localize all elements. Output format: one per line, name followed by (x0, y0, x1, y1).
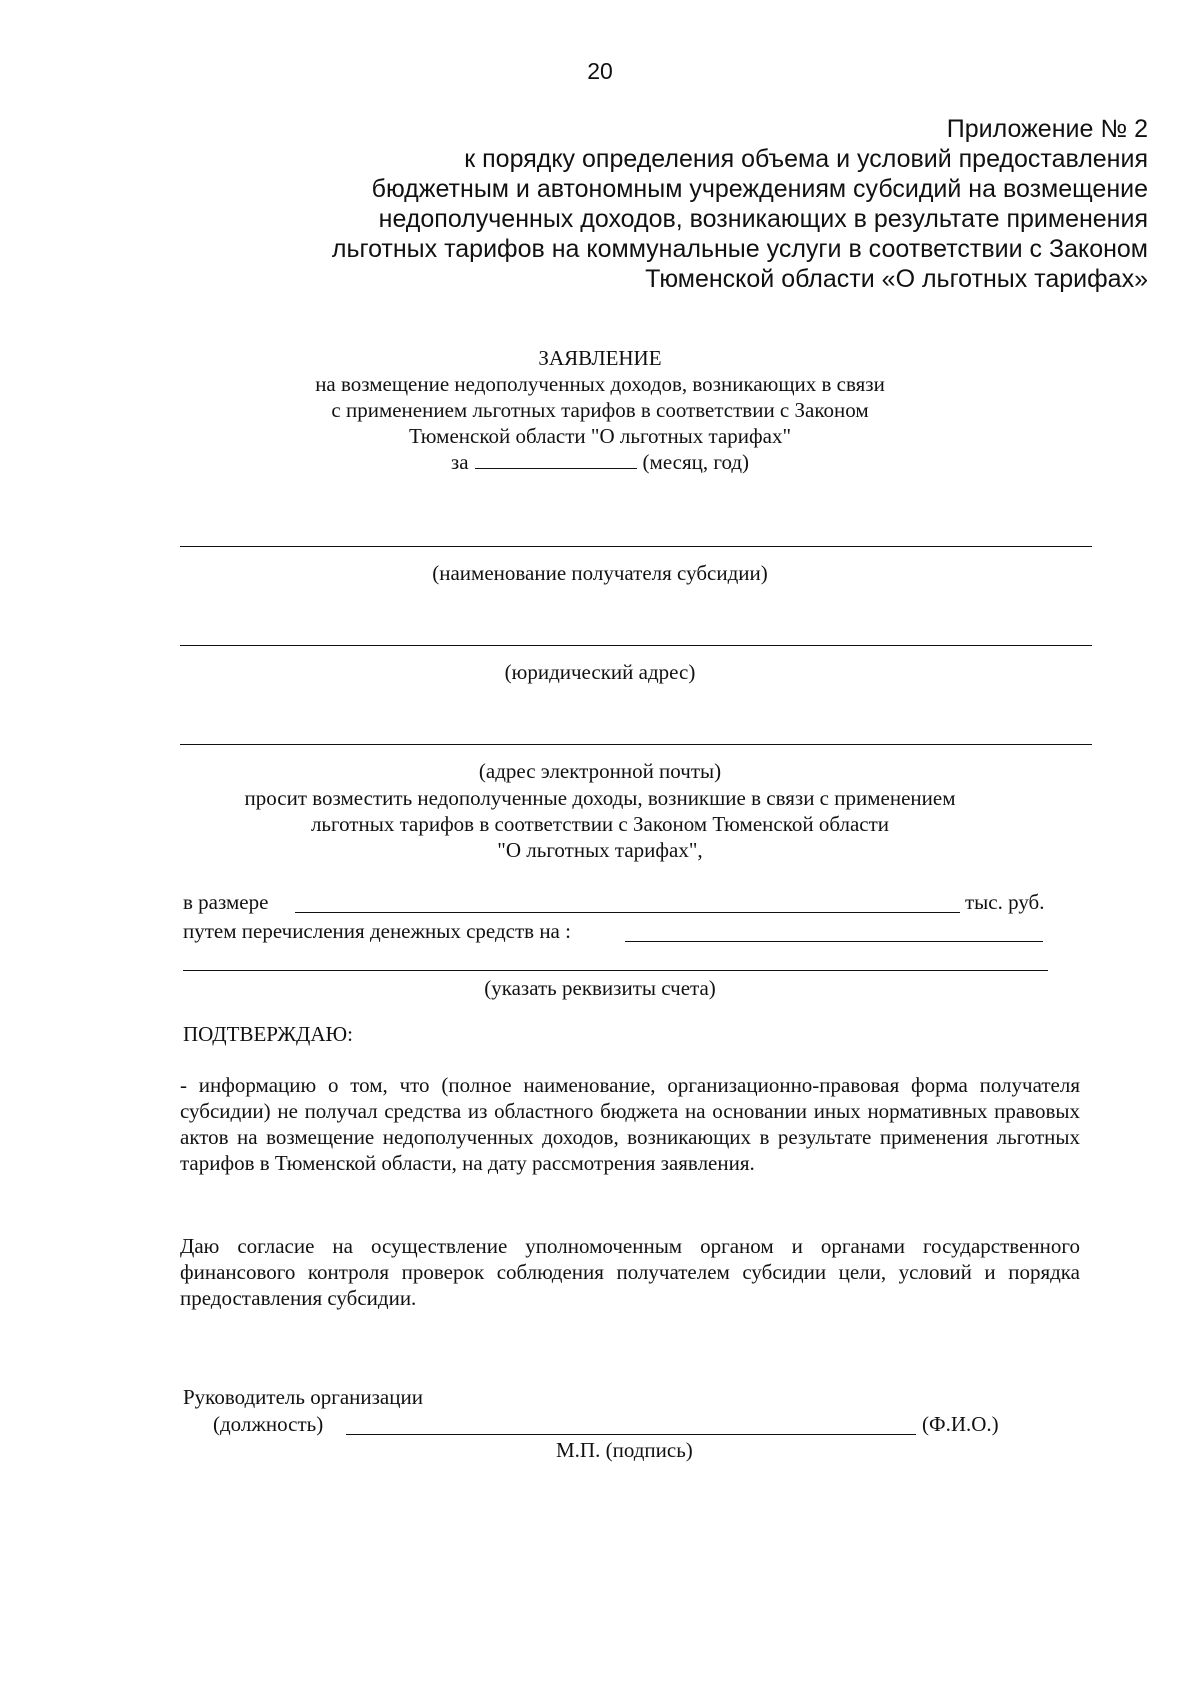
transfer-label: путем перечисления денежных средств на : (183, 919, 571, 943)
appendix-line: к порядку определения объема и условий предоставления (464, 145, 1148, 173)
account-details-caption: (указать реквизиты счета) (484, 976, 716, 1000)
statement-period (0, 449, 1200, 475)
statement-line: с применением льготных тарифов в соответствии с Законом (331, 398, 869, 422)
period-prefix: за (450, 450, 469, 474)
email-caption: (адрес электронной почты) (478, 759, 722, 783)
period-input-line[interactable] (475, 450, 637, 469)
appendix-header (148, 114, 1148, 294)
appendix-line: льготных тарифов на коммунальные услуги в соответствии с Законом (331, 235, 1148, 263)
statement-line: Тюменской области "О льготных тарифах" (408, 424, 792, 448)
signature-input-line[interactable] (346, 1434, 916, 1435)
appendix-line: недополученных доходов, возникающих в результате применения (378, 205, 1148, 233)
statement-line: на возмещение недополученных доходов, возникающих в связи (315, 372, 885, 396)
appendix-line: Тюменской области «О льготных тарифах» (645, 265, 1148, 293)
amount-unit: тыс. руб. (965, 890, 1045, 914)
name-label: (Ф.И.О.) (922, 1412, 999, 1436)
statement-heading: ЗАЯВЛЕНИЕ (538, 346, 662, 370)
recipient-name-line[interactable] (180, 546, 1092, 547)
recipient-name-caption: (наименование получателя субсидии) (432, 561, 768, 585)
request-line: просит возместить недополученные доходы, возникшие в связи с применением (244, 786, 956, 810)
amount-label: в размере (183, 890, 269, 914)
confirm-heading: ПОДТВЕРЖДАЮ: (183, 1022, 353, 1046)
account-details-line[interactable] (183, 970, 1048, 971)
page-number: 20 (587, 58, 613, 84)
appendix-line: бюджетным и автономным учреждениям субсидий на возмещение (371, 175, 1148, 203)
position-label: (должность) (213, 1412, 324, 1436)
request-line: льготных тарифов в соответствии с Законом Тюменской области (310, 812, 890, 836)
consent-paragraph: Даю согласие на осуществление уполномоченным органом и органами государственного финансового контроля проверок соблюдения получателем субсидии цели, условий и порядка предоставления субсидии. (180, 1234, 1080, 1310)
appendix-title: Приложение № 2 (946, 115, 1148, 143)
head-label: Руководитель организации (183, 1385, 423, 1409)
request-text (0, 785, 1200, 863)
legal-address-line[interactable] (180, 645, 1092, 646)
statement-title-block (0, 345, 1200, 475)
transfer-input-line[interactable] (625, 941, 1043, 942)
amount-input-line[interactable] (295, 912, 960, 913)
period-suffix: (месяц, год) (642, 450, 750, 474)
stamp-label: М.П. (подпись) (556, 1438, 693, 1462)
request-line: "О льготных тарифах", (497, 838, 703, 862)
email-line[interactable] (180, 744, 1092, 745)
confirm-paragraph: - информацию о том, что (полное наименование, организационно-правовая форма получателя субсидии) не получал средства из областного бюджета на основании иных нормативных правовых актов на возмещение недополученных доходов, возникающих в результате применения льготных тарифов в Тюменской области, на дату рассмотрения заявления. (180, 1073, 1080, 1175)
legal-address-caption: (юридический адрес) (504, 660, 696, 684)
